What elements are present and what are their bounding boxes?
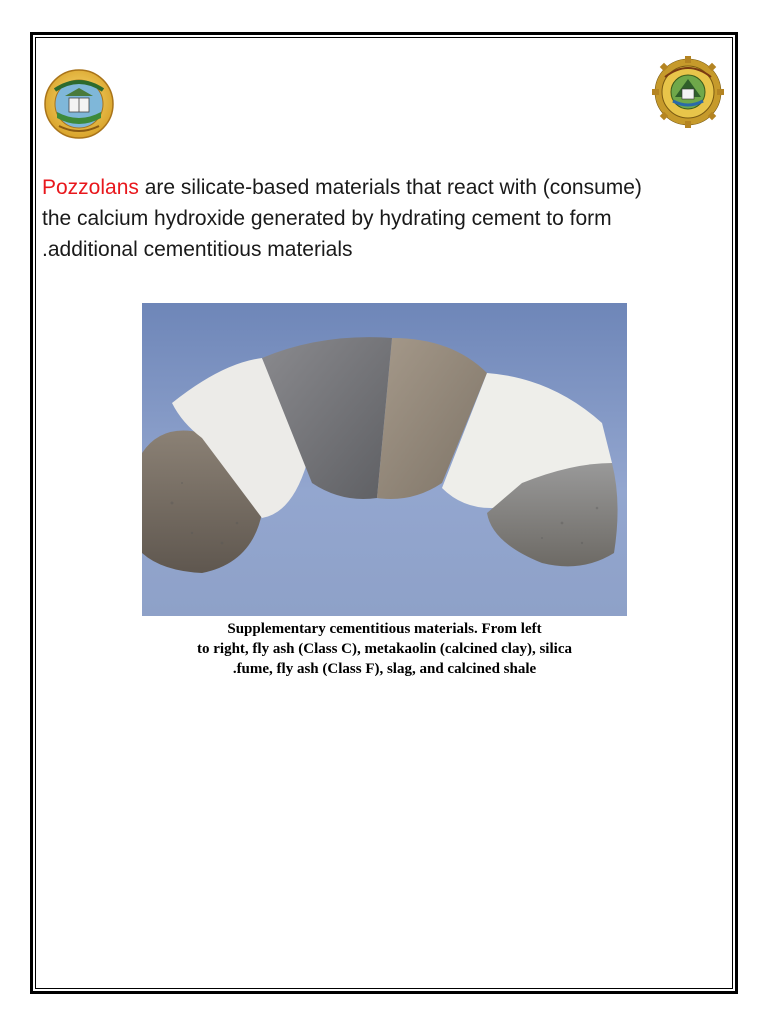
cementitious-materials-photo [142,303,627,616]
photo-caption [142,619,627,679]
intro-line-1-rest: are silicate-based materials that react with (consume) [138,176,642,199]
faculty-gear-seal-icon [651,55,725,129]
caption-line-1: Supplementary cementitious materials. From left [227,621,542,637]
university-seal-icon [43,68,115,140]
intro-paragraph [42,172,722,265]
pozzolans-term: Pozzolans [42,176,139,199]
intro-line-3: .additional cementitious materials [42,238,353,261]
caption-line-2: to right, fly ash (Class C), metakaolin (calcined clay), silica [197,641,572,657]
caption-line-3: .fume, fly ash (Class F), slag, and calcined shale [232,661,537,677]
intro-line-1 [42,172,722,203]
intro-line-2: the calcium hydroxide generated by hydrating cement to form [42,207,612,230]
